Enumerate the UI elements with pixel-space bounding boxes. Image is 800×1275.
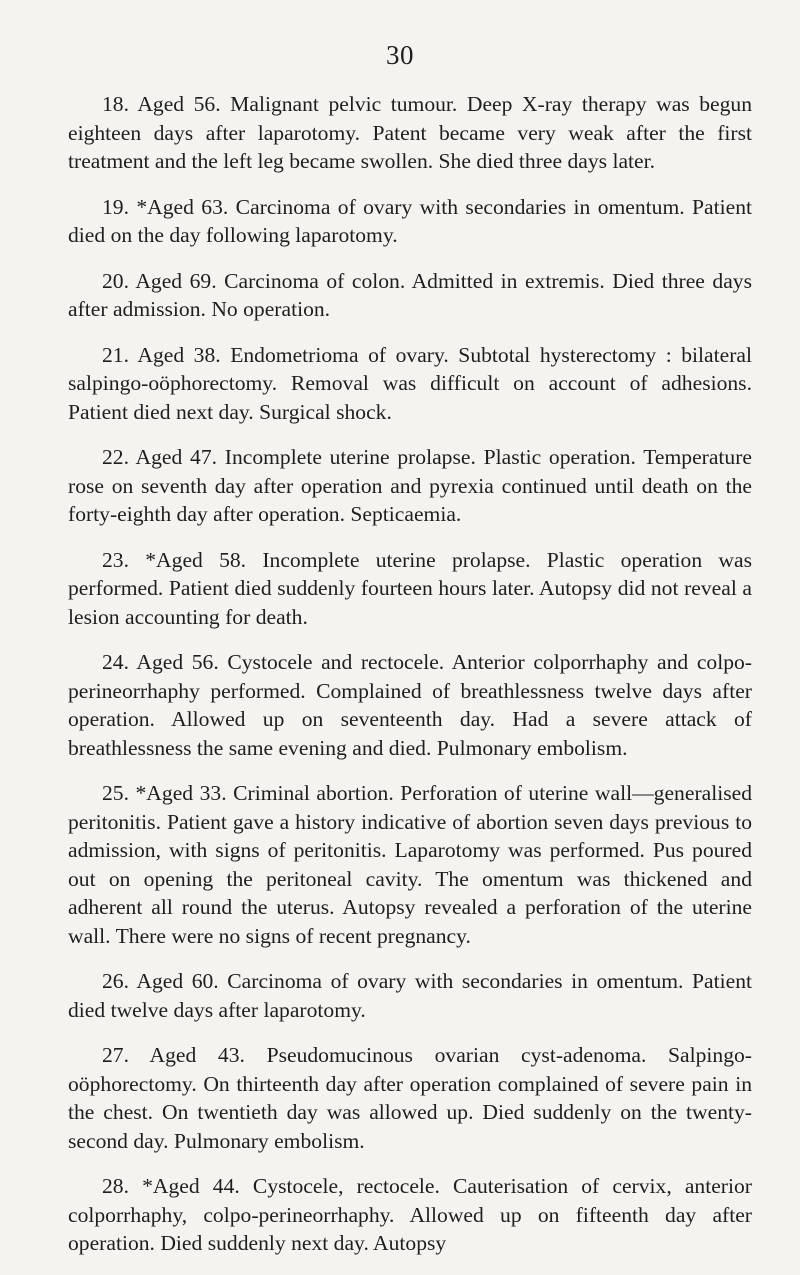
case-paragraph-27: 27. Aged 43. Pseudomucinous ovarian cyst-adenoma. Salpingo-oöphorectomy. On thirteenth day after operation complained of severe pain in the chest. On twentieth day was allowed up. Died suddenly on the twenty-second day. Pulmonary embolism. bbox=[68, 1043, 752, 1153]
page-number: 30 bbox=[386, 40, 414, 70]
case-paragraph-26: 26. Aged 60. Carcinoma of ovary with secondaries in omentum. Patient died twelve days after laparotomy. bbox=[68, 969, 752, 1022]
case-paragraph-28: 28. *Aged 44. Cystocele, rectocele. Cauterisation of cervix, anterior colporrhaphy, colpo-perineorrhaphy. Allowed up on fifteenth day after operation. Died suddenly next day. Autopsy bbox=[68, 1174, 752, 1255]
case-paragraph-22: 22. Aged 47. Incomplete uterine prolapse. Plastic operation. Temperature rose on seventh day after operation and pyrexia continued until death on the forty-eighth day after operation. Septicaemia. bbox=[68, 445, 752, 526]
case-paragraph-21: 21. Aged 38. Endometrioma of ovary. Subtotal hysterectomy : bilateral salpingo-oöphorectomy. Removal was difficult on account of adhesions. Patient died next day. Surgical shock. bbox=[68, 342, 752, 424]
case-list bbox=[68, 90, 752, 1275]
case-paragraph-25: 25. *Aged 33. Criminal abortion. Perforation of uterine wall—generalised peritonitis. Patient gave a history indicative of abortion seven days previous to admission, with signs of peritonitis. Laparotomy was performed. Pus poured out on opening the peritoneal cavity. The omentum was thickened and adherent all round the uterus. Autopsy revealed a perforation of the uterine wall. There were no signs of recent pregnancy. bbox=[68, 781, 752, 948]
case-paragraph-23: 23. *Aged 58. Incomplete uterine prolapse. Plastic operation was performed. Patient died suddenly fourteen hours later. Autopsy did not reveal a lesion accounting for death. bbox=[68, 547, 752, 629]
case-paragraph-20: 20. Aged 69. Carcinoma of colon. Admitted in extremis. Died three days after admission. No operation. bbox=[68, 268, 752, 321]
case-paragraph-24: 24. Aged 56. Cystocele and rectocele. Anterior colporrhaphy and colpo-perineorrhaphy performed. Complained of breathlessness twelve days after operation. Allowed up on seventeenth day. Had a severe attack of breathlessness the same evening and died. Pulmonary embolism. bbox=[68, 650, 752, 760]
case-paragraph-18: 18. Aged 56. Malignant pelvic tumour. Deep X-ray therapy was begun eighteen days after laparotomy. Patent became very weak after the first treatment and the left leg became swollen. She died three days later. bbox=[68, 92, 752, 173]
case-paragraph-19: 19. *Aged 63. Carcinoma of ovary with secondaries in omentum. Patient died on the day following laparotomy. bbox=[68, 194, 752, 247]
